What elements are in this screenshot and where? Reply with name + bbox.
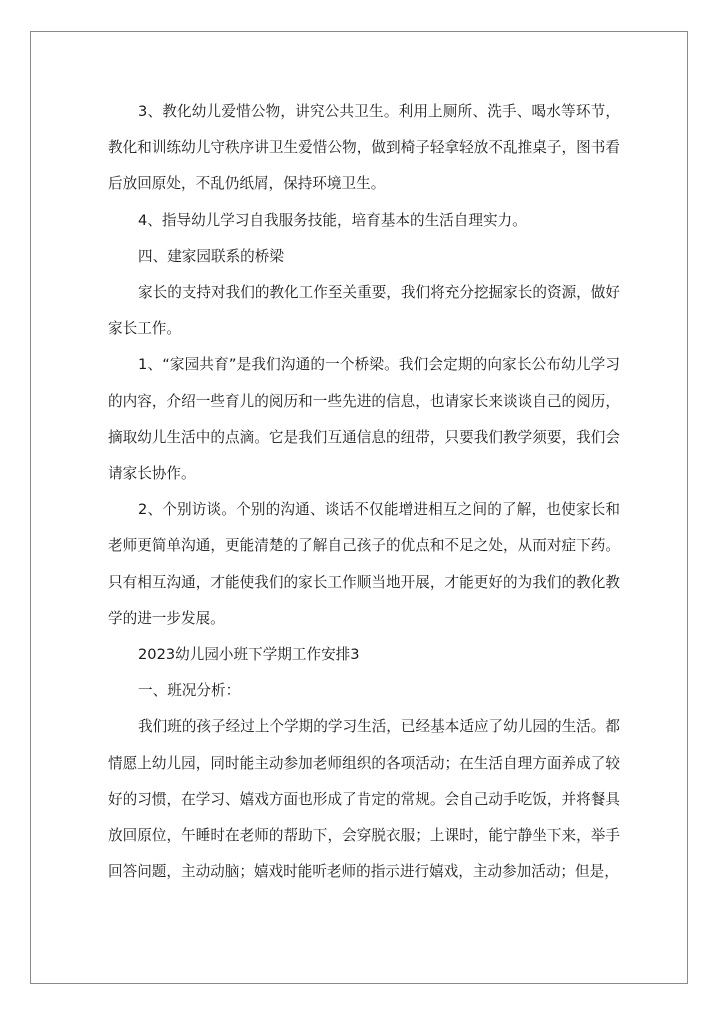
- document-body: [108, 94, 620, 890]
- paragraph-item-3: 3、教化幼儿爱惜公物，讲究公共卫生。利用上厕所、洗手、喝水等环节，教化和训练幼儿守秩序讲卫生爱惜公物，做到椅子轻拿轻放不乱推桌子，图书看后放回原处，不乱仍纸屑，保持环境卫生。: [108, 103, 620, 193]
- paragraph-class-analysis: 我们班的孩子经过上个学期的学习生活，已经基本适应了幼儿园的生活。都情愿上幼儿园，同时能主动参加老师组织的各项活动；在生活自理方面养成了较好的习惯，在学习、嬉戏方面也形成了肯定的常规。会自己动手吃饭，并将餐具放回原位，午睡时在老师的帮助下，会穿脱衣服；上课时，能宁静坐下来，举手回答问题，主动动脑；嬉戏时能听老师的指示进行嬉戏，主动参加活动；但是，: [108, 718, 620, 881]
- section-heading-class-analysis: 一、班况分析：: [138, 682, 241, 700]
- section-heading-home-school: 四、建家园联系的桥梁: [138, 247, 284, 265]
- paragraph-parent-support: 家长的支持对我们的教化工作至关重要，我们将充分挖掘家长的资源，做好家长工作。: [108, 284, 620, 338]
- paragraph-item-2-interviews: 2、个别访谈。个别的沟通、谈话不仅能增进相互之间的了解，也使家长和老师更简单沟通，更能清楚的了解自己孩子的优点和不足之处，从而对症下药。只有相互沟通，才能使我们的家长工作顺当地开展，才能更好的为我们的教化教学的进一步发展。: [108, 501, 620, 627]
- paragraph-item-4: 4、指导幼儿学习自我服务技能，培育基本的生活自理实力。: [138, 211, 527, 229]
- paragraph-item-1-home-school: 1、“家园共育”是我们沟通的一个桥梁。我们会定期的向家长公布幼儿学习的内容，介绍一些育儿的阅历和一些先进的信息，也请家长来谈谈自己的阅历，摘取幼儿生活中的点滴。它是我们互通信息的纽带，只要我们教学须要，我们会请家长协作。: [108, 356, 620, 483]
- document-subtitle: 2023幼儿园小班下学期工作安排3: [138, 646, 360, 664]
